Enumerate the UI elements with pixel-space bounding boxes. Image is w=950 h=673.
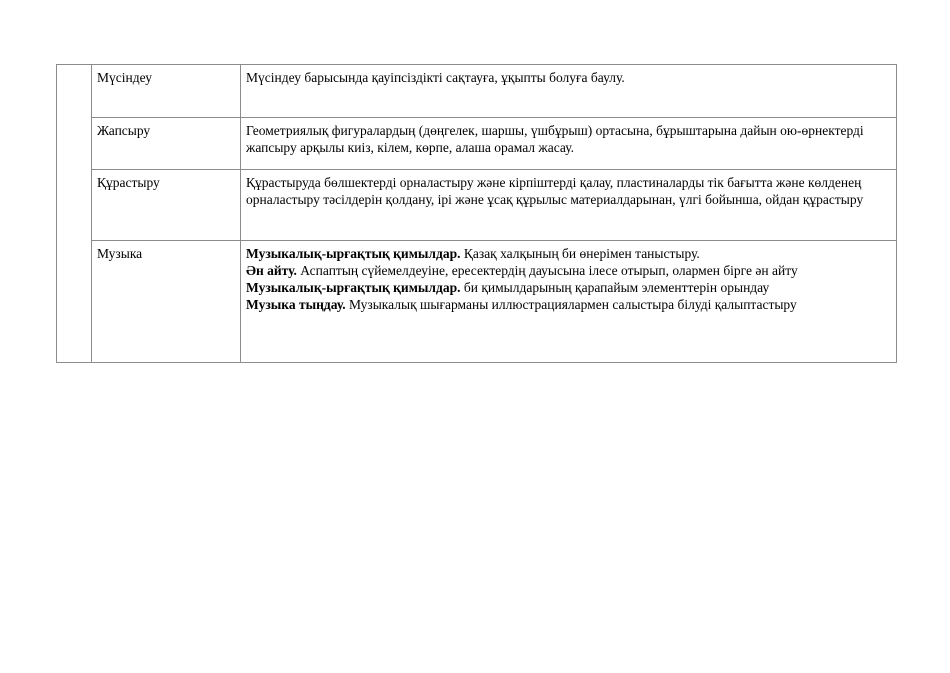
music-item-heading: Музыкалық-ырғақтық қимылдар. — [246, 246, 461, 261]
empty-column-cell — [57, 65, 92, 363]
topic-cell: Құрастыру — [92, 170, 241, 241]
description-cell: Мүсіндеу барысында қауіпсіздікті сақтауға, ұқыпты болуға баулу. — [241, 65, 897, 118]
music-item — [246, 262, 891, 279]
music-item-text: Аспаптың сүйемелдеуіне, ересектердің дауысына ілесе отырып, олармен бірге ән айту — [296, 263, 798, 278]
table-row — [57, 65, 897, 118]
description-cell: Құрастыруда бөлшектерді орналастыру және кірпіштерді қалау, пластиналарды тік бағытта және көлденең орналастыру тәсілдерін қолдану, ірі және ұсақ құрылыс материалдарынан, үлгі бойынша, ойдан құрастыру — [241, 170, 897, 241]
table-row — [57, 170, 897, 241]
topic-cell: Музыка — [92, 241, 241, 363]
music-item-heading: Музыка тыңдау. — [246, 297, 346, 312]
music-item-text: би қимылдарының қарапайым элементтерін орындау — [460, 280, 770, 295]
music-item — [246, 245, 891, 262]
description-cell — [241, 241, 897, 363]
music-item-text: Қазақ халқының би өнерімен таныстыру. — [460, 246, 700, 261]
topic-cell: Жапсыру — [92, 118, 241, 170]
music-item — [246, 279, 891, 296]
description-cell: Геометриялық фигуралардың (дөңгелек, шаршы, үшбұрыш) ортасына, бұрыштарына дайын ою-өрнектерді жапсыру арқылы киіз, кілем, көрпе, алаша орамал жасау. — [241, 118, 897, 170]
table-row — [57, 118, 897, 170]
topic-cell: Мүсіндеу — [92, 65, 241, 118]
music-item-heading: Музыкалық-ырғақтық қимылдар. — [246, 280, 461, 295]
music-item — [246, 296, 891, 313]
table-row — [57, 241, 897, 363]
activity-table — [56, 64, 897, 363]
music-item-text: Музыкалық шығарманы иллюстрациялармен салыстыра білуді қалыптастыру — [345, 297, 797, 312]
music-item-heading: Ән айту. — [246, 263, 297, 278]
